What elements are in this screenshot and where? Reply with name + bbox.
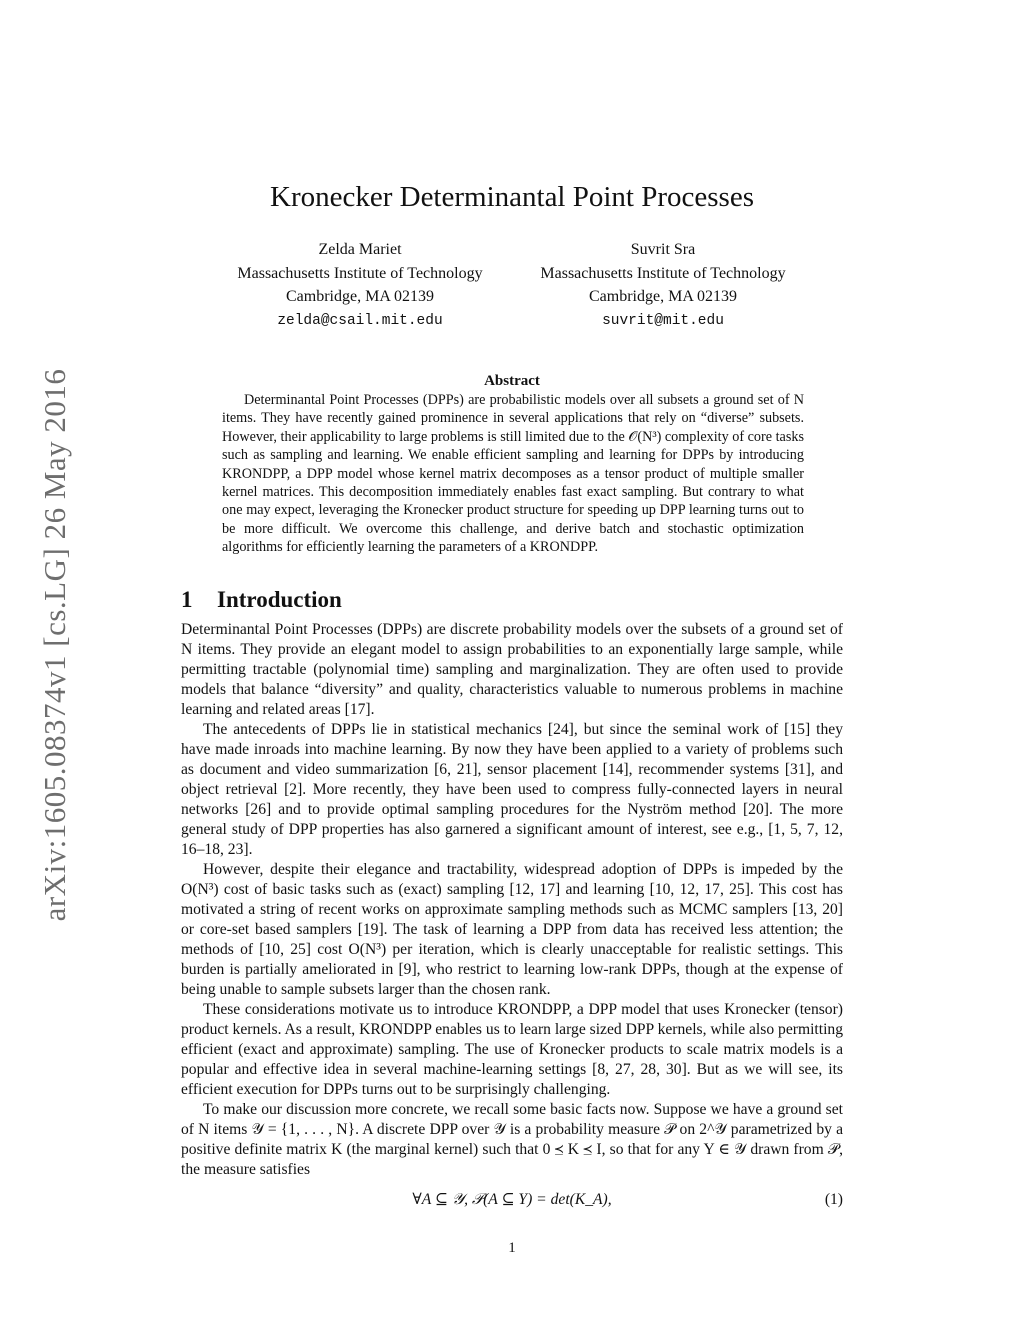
- page-number: 1: [508, 1240, 516, 1256]
- arxiv-identifier-stamp: arXiv:1605.08374v1 [cs.LG] 26 May 2016: [37, 368, 72, 922]
- abstract-heading: Abstract: [484, 373, 540, 389]
- author-block-1: [200, 238, 520, 333]
- paragraph: Determinantal Point Processes (DPPs) are discrete probability models over the subsets of a ground set of N items. They provide an elegant model to assign probabilities to an exponentially large sample, while permitting tractable (polynomial time) sampling and marginalization. They are often used to provide models that balance “diversity” and quality, characteristics valuable to numerous problems in machine learning and related areas [17].: [181, 621, 843, 718]
- paper-title: Kronecker Determinantal Point Processes: [270, 181, 754, 213]
- introduction-body: [181, 620, 843, 1180]
- author-name: Zelda Mariet: [318, 241, 402, 258]
- author-location: Cambridge, MA 02139: [286, 288, 434, 305]
- equation-content: ∀A ⊆ 𝒴, 𝒫(A ⊆ Y) = det(K_A),: [412, 1191, 612, 1208]
- equation-1: [181, 1189, 843, 1211]
- section-title: Introduction: [217, 587, 342, 612]
- author-name: Suvrit Sra: [630, 241, 696, 258]
- author-email: zelda@csail.mit.edu: [277, 312, 443, 329]
- section-number: 1: [181, 587, 193, 612]
- paragraph: These considerations motivate us to introduce KRONDPP, a DPP model that uses Kronecker (tensor) product kernels. As a result, KRONDPP enables us to learn large sized DPP kernels, while also permitting efficient (exact and approximate) sampling. The use of Kronecker products to scale matrix models is a popular and effective idea in several machine-learning settings [8, 27, 28, 30]. But as we will see, its efficient execution for DPPs turns out to be surprisingly challenging.: [181, 1001, 843, 1098]
- author-block-2: [503, 238, 823, 333]
- paragraph: The antecedents of DPPs lie in statistical mechanics [24], but since the seminal work of [15] they have made inroads into machine learning. By now they have been applied to a variety of problems such as document and video summarization [6, 21], sensor placement [14], recommender systems [31], and object retrieval [2]. More recently, they have been used to compress fully-connected layers in neural networks [26] and to provide optimal sampling procedures for the Nyström method [20]. The more general study of DPP properties has also garnered a significant amount of interest, see e.g., [1, 5, 7, 12, 16–18, 23].: [181, 721, 843, 858]
- section-heading: [181, 586, 342, 614]
- author-location: Cambridge, MA 02139: [589, 288, 737, 305]
- author-affiliation: Massachusetts Institute of Technology: [237, 264, 483, 282]
- paragraph: To make our discussion more concrete, we recall some basic facts now. Suppose we have a ground set of N items 𝒴 = {1, . . . , N}. A discrete DPP over 𝒴 is a probability measure 𝒫 on 2^𝒴 parametrized by a positive definite matrix K (the marginal kernel) such that 0 ⪯ K ⪯ I, so that for any Y ∈ 𝒴 drawn from 𝒫, the measure satisfies: [181, 1101, 843, 1178]
- author-affiliation: Massachusetts Institute of Technology: [540, 264, 786, 282]
- paragraph: However, despite their elegance and tractability, widespread adoption of DPPs is impeded by the O(N³) cost of basic tasks such as (exact) sampling [12, 17] and learning [10, 12, 17, 25]. This cost has motivated a string of recent works on approximate sampling methods such as MCMC samplers [13, 20] or core-set based samplers [19]. The task of learning a DPP from data has received less attention; the methods of [10, 25] cost O(N³) per iteration, which is clearly unacceptable for realistic settings. This burden is partially ameliorated in [9], who restrict to learning low-rank DPPs, though at the expense of being unable to sample subsets larger than the chosen rank.: [181, 861, 843, 998]
- author-email: suvrit@mit.edu: [602, 312, 724, 329]
- equation-number: (1): [824, 1191, 843, 1208]
- abstract-text: Determinantal Point Processes (DPPs) are probabilistic models over all subsets a ground set of N items. They have recently gained prominence in several applications that rely on “diverse” subsets. However, their applicability to large problems is still limited due to the 𝒪(N³) complexity of core tasks such as sampling and learning. We enable efficient sampling and learning for DPPs by introducing KRONDPP, a DPP model whose kernel matrix decomposes as a tensor product of multiple smaller kernel matrices. This decomposition immediately enables fast exact sampling. But contrary to what one may expect, leveraging the Kronecker product structure for speeding up DPP learning turns out to be more difficult. We overcome this challenge, and derive batch and stochastic optimization algorithms for efficiently learning the parameters of a KRONDPP.: [222, 392, 804, 556]
